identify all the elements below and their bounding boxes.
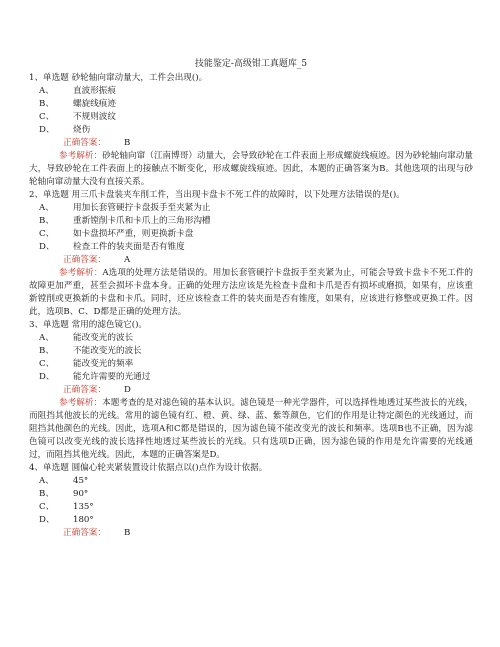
answer-value: A — [123, 255, 131, 265]
explanation-label: 参考解析： — [59, 151, 103, 161]
option-d: D、 烧伤 — [39, 125, 91, 135]
option-c: C、 135° — [39, 502, 94, 512]
question-stem: 2、单选题 用三爪卡盘装夹车削工件，当出现卡盘卡不死工件的故障时，以下处理方法错误的是()。 — [29, 190, 405, 200]
correct-answer — [29, 137, 473, 150]
option-b: B、 重新镗削卡爪和卡爪上的三角形沟槽 — [39, 216, 211, 226]
answer-label: 正确答案： — [63, 528, 106, 538]
question-stem: 3、单选题 常用的滤色镜它()。 — [29, 320, 148, 330]
document-title: 技能鉴定-高级钳工真题库_5 — [194, 59, 308, 69]
option-c: C、 如卡盘损坏严重，则更换新卡盘 — [39, 229, 194, 239]
option-d: D、 检查工件的装夹面是否有锥度 — [39, 242, 185, 252]
correct-answer — [29, 384, 473, 397]
document-page — [29, 58, 473, 540]
option-d: D、 能允许需要的光通过 — [39, 372, 151, 382]
question-4 — [29, 462, 473, 540]
question-stem: 1、单选题 砂轮轴向窜动量大，工件会出现()。 — [29, 73, 208, 83]
explanation-text: 本题考查的是对滤色镜的基本认识。滤色镜是一种光学器件，可以选择性地透过某些波长的光线，而阻挡其他波长的光线。常用的滤色镜有红、橙、黄、绿、蓝、紫等颜色，它们的作用是让特定颜色的光线通过，而阻挡其他颜色的光线。因此，选项A和C都是错误的，因为滤色镜不能改变光的波长和频率。选项B也不正确，因为滤色镜可以改变光线的波长选择性地透过某些波长的光线。只有选项D正确，因为滤色镜的作用是允许需要的光线通过，而阻挡其他光线。因此，本题的正确答案是D。 — [29, 398, 473, 460]
explanation-label: 参考解析： — [59, 398, 103, 408]
question-3 — [29, 319, 473, 462]
option-b: B、 不能改变光的波长 — [39, 346, 142, 356]
explanation — [29, 397, 473, 462]
option-c: C、 不规则波纹 — [39, 112, 116, 122]
question-2 — [29, 189, 473, 319]
option-a: A、 用加长套管硬拧卡盘扳手至夹紧为止 — [39, 203, 211, 213]
correct-answer — [29, 254, 473, 267]
option-a: A、 直波形振痕 — [39, 86, 116, 96]
option-d: D、 180° — [39, 515, 94, 525]
option-a: A、 45° — [39, 476, 89, 486]
answer-label: 正确答案： — [63, 138, 106, 148]
question-stem: 4、单选题 圆偏心轮夹紧装置设计依据点以()点作为设计依据。 — [29, 463, 268, 473]
answer-label: 正确答案： — [63, 255, 106, 265]
correct-answer — [29, 527, 473, 540]
question-1 — [29, 72, 473, 189]
answer-value: D — [123, 385, 131, 395]
explanation — [29, 267, 473, 319]
explanation-label: 参考解析： — [59, 268, 103, 278]
explanation — [29, 150, 473, 189]
option-a: A、 能改变光的波长 — [39, 333, 134, 343]
option-c: C、 能改变光的频率 — [39, 359, 134, 369]
option-b: B、 90° — [39, 489, 89, 499]
explanation-text: A选项的处理方法是错误的。用加长套管硬拧卡盘扳手至夹紧为止，可能会导致卡盘卡不死工件的故障更加严重，甚至会损坏卡盘本身。正确的处理方法应该是先检查卡盘和卡爪是否有损坏或磨损，如果有，应该重新镗削或更换新的卡盘和卡爪。同时，还应该检查工件的装夹面是否有锥度，如果有，应该进行修整或更换工件。因此，选项B、C、D都是正确的处理方法。 — [29, 268, 473, 317]
option-b: B、 螺旋线痕迹 — [39, 99, 116, 109]
answer-value: B — [123, 528, 131, 538]
answer-label: 正确答案： — [63, 385, 106, 395]
answer-value: B — [123, 138, 131, 148]
explanation-text: 砂轮轴向窜（江南博哥）动量大，会导致砂轮在工件表面上形成螺旋线痕迹。因为砂轮轴向窜动量大，导致砂轮在工件表面上的接触点不断变化，形成螺旋线痕迹。因此，本题的正确答案为B。其他选项的出现与砂轮轴向窜动量大没有直接关系。 — [29, 151, 473, 187]
